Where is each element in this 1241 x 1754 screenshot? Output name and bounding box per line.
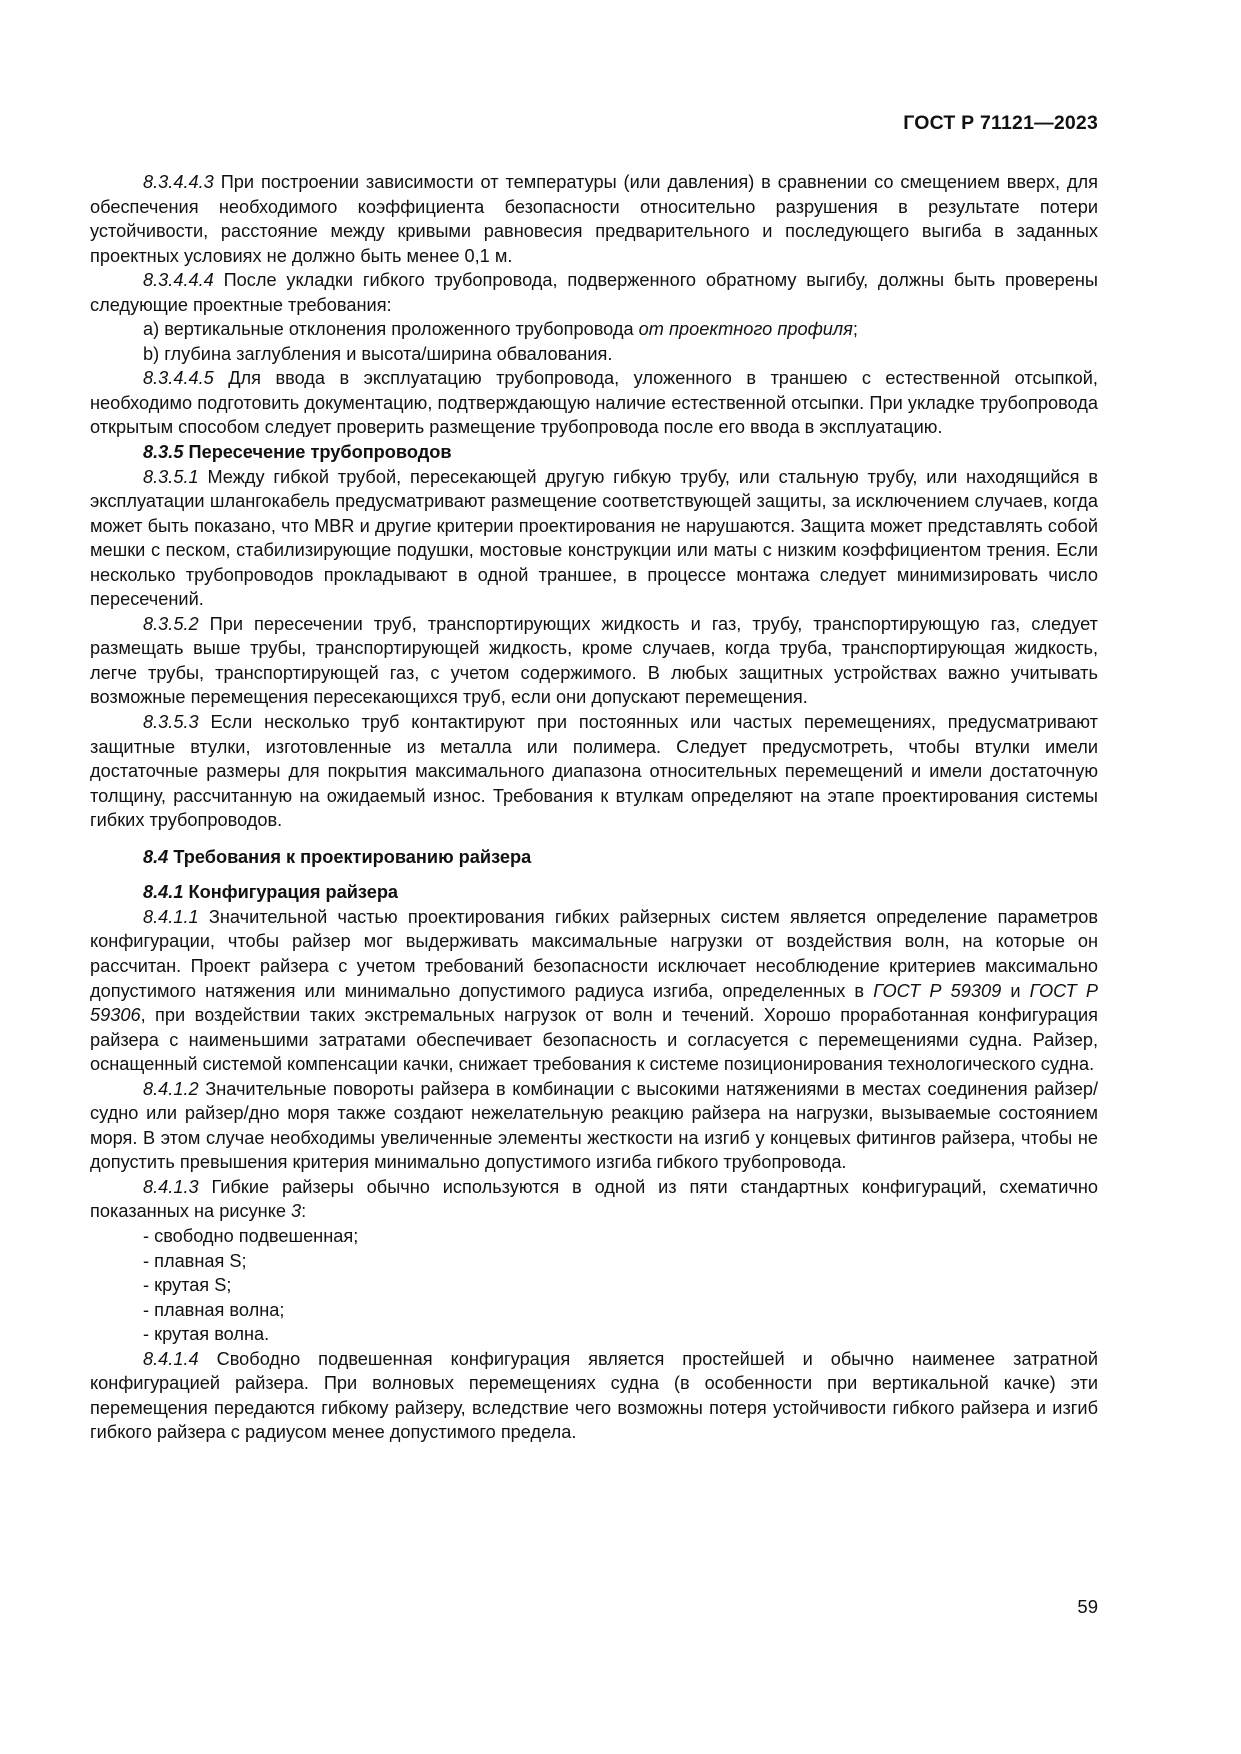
page-number: 59	[1077, 1596, 1098, 1617]
paragraph-text: Значительной частью проектирования гибких райзерных систем является определение параметров конфигурации, чтобы райзер мог выдерживать максимальные нагрузки от воздействия волн, на которые он рассчитан. Проект райзера с учетом требований безопасности исключает несоблюдение критериев максимально допустимого натяжения или минимально допустимого радиуса изгиба, определенных в	[90, 906, 1098, 1001]
clause-number: 8.3.5.3	[143, 712, 199, 733]
paragraph-8-3-5-3	[90, 710, 1098, 833]
paragraph-text: Значительные повороты райзера в комбинации с высокими натяжениями в местах соединения райзер/судно или райзер/дно моря также создают нежелательную реакцию райзера на нагрузки, вызываемые состоянием моря. В этом случае необходимы увеличенные элементы жесткости на изгиб у концевых фитингов райзера, чтобы не допустить превышения критерия минимально допустимого изгиба гибкого трубопровода.	[90, 1078, 1098, 1173]
section-title: Конфигурация райзера	[183, 882, 399, 903]
list-item: - свободно подвешенная;	[143, 1225, 359, 1246]
clause-number: 8.4.1.2	[143, 1078, 199, 1099]
section-heading-8-4-1	[90, 880, 1098, 905]
paragraph-text: После укладки гибкого трубопровода, подверженного обратному выгибу, должны быть проверены следующие проектные требования:	[90, 270, 1098, 315]
list-item-a	[90, 317, 1098, 342]
section-number: 8.4.1	[143, 882, 184, 903]
paragraph-text: Гибкие райзеры обычно используются в одной из пяти стандартных конфигураций, схематично показанных на рисунке	[90, 1176, 1098, 1222]
paragraph-text: , при воздействии таких экстремальных нагрузок от волн и течений. Хорошо проработанная конфигурация райзера с наименьшими затратами обеспечивает безопасность и согласуется с перемещениями судна. Райзер, оснащенный системой компенсации качки, снижает требования к системе позиционирования технологического судна.	[90, 1005, 1098, 1075]
list-item-text: а) вертикальные отклонения проложенного трубопровода	[143, 319, 639, 340]
paragraph-text: :	[301, 1201, 307, 1222]
page-body	[90, 170, 1098, 1445]
list-item-b: b) глубина заглубления и высота/ширина обвалования.	[143, 343, 613, 364]
list-item: - крутая S;	[143, 1275, 232, 1296]
paragraph-text: При построении зависимости от температуры (или давления) в сравнении со смещением вверх, для обеспечения необходимого коэффициента безопасности относительно разрушения в результате потери устойчивости, расстояние между кривыми равновесия предварительного и последующего выгиба в заданных проектных условиях не должно быть менее 0,1 м.	[90, 172, 1098, 266]
clause-number: 8.3.4.4.4	[143, 270, 214, 291]
figure-reference: 3	[291, 1201, 302, 1222]
section-title: Требования к проектированию райзера	[168, 846, 532, 867]
paragraph-text: Если несколько труб контактируют при постоянных или частых перемещениях, предусматривают защитные втулки, изготовленные из металла или полимера. Следует предусмотреть, чтобы втулки имели достаточные размеры для покрытия максимального диапазона относительных перемещений и имели достаточную толщину, рассчитанную на ожидаемый износ. Требования к втулкам определяют на этапе проектирования системы гибких трубопроводов.	[90, 712, 1098, 831]
section-title: Пересечение трубопроводов	[183, 442, 452, 463]
document-header: ГОСТ Р 71121—2023	[903, 112, 1098, 134]
paragraph-8-3-5-2	[90, 612, 1098, 710]
list-item: - плавная S;	[143, 1250, 247, 1271]
clause-number: 8.3.5.2	[143, 613, 199, 634]
paragraph-text: При пересечении труб, транспортирующих жидкость и газ, трубу, транспортирующую газ, следует размещать выше трубы, транспортирующей жидкость, кроме случаев, когда труба, транспортирующая жидкость, легче трубы, транспортирующей газ, с учетом содержимого. В любых защитных устройствах важно учитывать возможные перемещения пересекающихся труб, если они допускают перемещения.	[90, 613, 1098, 708]
section-heading-8-4	[90, 845, 1098, 870]
clause-number: 8.3.4.4.5	[143, 368, 214, 389]
paragraph-8-4-1-4	[90, 1347, 1098, 1445]
clause-number: 8.3.5.1	[143, 466, 199, 487]
clause-number: 8.4.1.1	[143, 906, 199, 927]
paragraph-8-3-4-4-5	[90, 366, 1098, 440]
paragraph-text: Свободно подвешенная конфигурация является простейшей и обычно наименее затратной конфигурацией райзера. При волновых перемещениях судна (в особенности при вертикальной качке) эти перемещения передаются гибкому райзеру, вследствие чего возможны потеря устойчивости гибкого райзера и изгиб гибкого райзера с радиусом менее допустимого предела.	[90, 1348, 1098, 1443]
clause-number: 8.4.1.4	[143, 1348, 199, 1369]
section-heading-8-3-5	[90, 440, 1098, 465]
paragraph-text: Между гибкой трубой, пересекающей другую гибкую трубу, или стальную трубу, или находящийся в эксплуатации шлангокабель предусматривают размещение соответствующей защиты, за исключением случаев, когда может быть показано, что MBR и другие критерии проектирования не нарушаются. Защита может представлять собой мешки с песком, стабилизирующие подушки, мостовые конструкции или маты с низким коэффициентом трения. Если несколько трубопроводов прокладывают в одной траншее, в процессе монтажа следует минимизировать число пересечений.	[90, 466, 1098, 610]
list-item: - крутая волна.	[143, 1324, 270, 1345]
paragraph-8-3-5-1	[90, 465, 1098, 612]
clause-number: 8.3.4.4.3	[143, 172, 214, 192]
paragraph-8-4-1-3	[90, 1175, 1098, 1224]
list-item-end: ;	[852, 319, 858, 340]
list-item-italic-text: от проектного профиля	[638, 319, 853, 340]
standard-reference: ГОСТ Р 59306	[90, 980, 1099, 1026]
section-number: 8.4	[143, 846, 169, 867]
list-item: - плавная волна;	[143, 1299, 285, 1320]
paragraph-8-3-4-4-3	[90, 170, 1098, 268]
standard-reference: ГОСТ Р 59309	[873, 980, 1002, 1001]
paragraph-8-3-4-4-4	[90, 268, 1098, 317]
paragraph-8-4-1-1	[90, 905, 1098, 1077]
paragraph-text: Для ввода в эксплуатацию трубопровода, уложенного в траншею с естественной отсыпкой, необходимо подготовить документацию, подтверждающую наличие естественной отсыпки. При укладке трубопровода открытым способом следует проверить размещение трубопровода после его ввода в эксплуатацию.	[90, 368, 1098, 438]
clause-number: 8.4.1.3	[143, 1176, 199, 1197]
paragraph-text: и	[1001, 980, 1030, 1001]
paragraph-8-4-1-2	[90, 1077, 1098, 1175]
section-number: 8.3.5	[143, 442, 184, 463]
